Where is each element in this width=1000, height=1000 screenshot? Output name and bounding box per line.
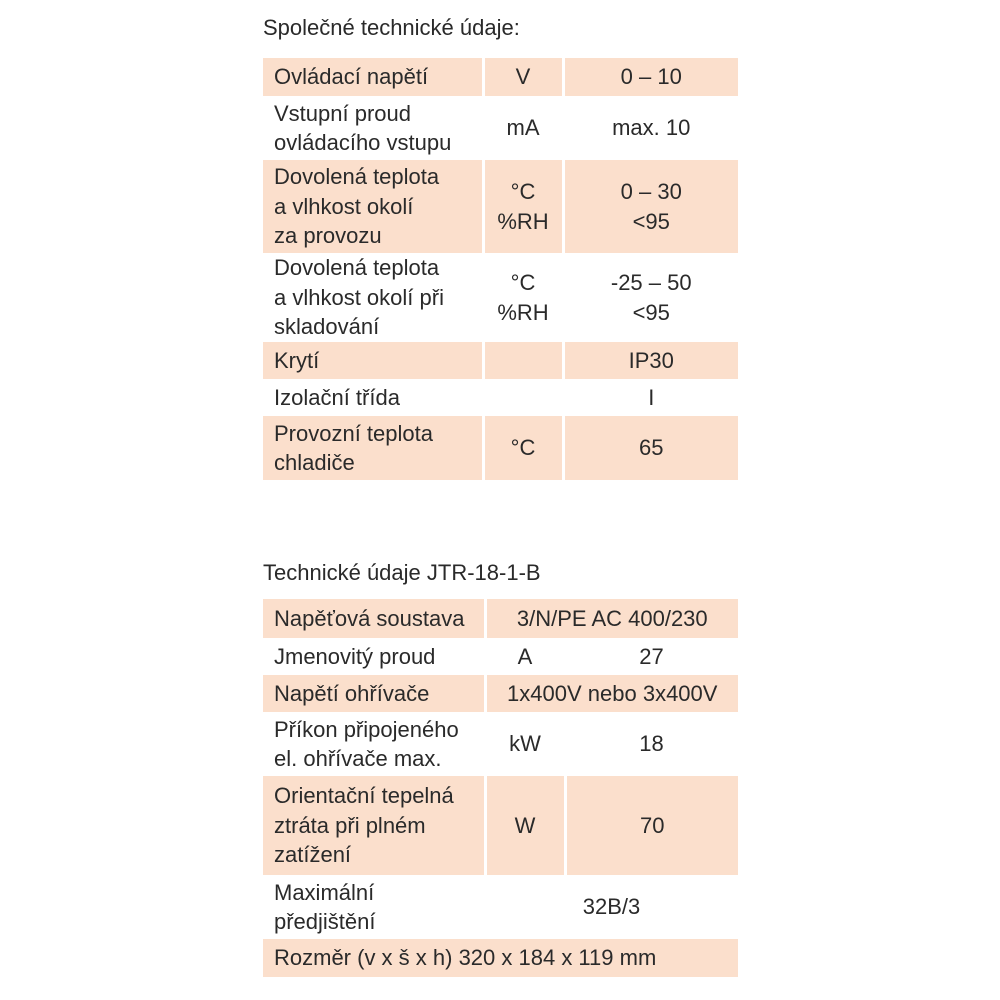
table-row [263, 875, 738, 939]
table-row [263, 253, 738, 342]
table-row [263, 58, 738, 96]
row-unit: W [485, 776, 565, 875]
row-label: Orientační tepelná ztráta při plném zatížení [263, 776, 485, 875]
row-label: Dovolená teplota a vlhkost okolí za provozu [263, 160, 483, 253]
row-value: I [648, 384, 655, 410]
row-unit: A [517, 643, 533, 669]
table-row [263, 776, 738, 875]
table-row [263, 675, 738, 712]
table-row [263, 939, 738, 977]
row-unit: °C [483, 416, 563, 480]
row-unit: °C %RH [483, 253, 563, 342]
row-label: Napětí ohřívače [263, 675, 485, 712]
row-value: 0 – 30 <95 [563, 160, 738, 253]
table-row [263, 342, 738, 379]
row-unit: mA [483, 96, 563, 160]
row-value: -25 – 50 <95 [610, 270, 692, 325]
row-value: 27 [639, 643, 664, 669]
row-value: max. 10 [612, 115, 691, 141]
section-title-common: Společné technické údaje: [263, 15, 520, 40]
table-row [263, 416, 738, 480]
row-value: 32B/3 [582, 894, 641, 920]
row-value: 1x400V nebo 3x400V [485, 675, 738, 712]
row-label: Ovládací napětí [263, 58, 483, 96]
row-dimensions: Rozměr (v x š x h) 320 x 184 x 119 mm [263, 939, 738, 977]
table-row [263, 638, 738, 675]
row-label: Provozní teplota chladiče [263, 416, 483, 480]
table-row [263, 599, 738, 638]
row-value: 65 [563, 416, 738, 480]
table-row [263, 379, 738, 416]
row-value: 18 [639, 731, 664, 757]
row-value: 3/N/PE AC 400/230 [485, 599, 738, 638]
table-row [263, 160, 738, 253]
row-label: Vstupní proud ovládacího vstupu [274, 100, 452, 155]
row-unit: kW [509, 731, 541, 757]
jtr-specs-table [263, 599, 738, 977]
row-value: IP30 [563, 342, 738, 379]
row-label: Jmenovitý proud [274, 643, 436, 669]
row-label: Izolační třída [274, 384, 400, 410]
table-row [263, 96, 738, 160]
common-specs-table [263, 58, 738, 480]
row-label: Příkon připojeného el. ohřívače max. [274, 716, 459, 771]
row-unit: V [483, 58, 563, 96]
row-unit [483, 379, 563, 416]
section-title-jtr: Technické údaje JTR-18-1-B [263, 560, 541, 585]
table-row [263, 712, 738, 776]
row-label: Napěťová soustava [263, 599, 485, 638]
row-value: 70 [565, 776, 738, 875]
row-value: 0 – 10 [563, 58, 738, 96]
row-label: Dovolená teplota a vlhkost okolí při skladování [274, 255, 444, 340]
row-unit: °C %RH [483, 160, 563, 253]
row-label: Maximální předjištění [274, 879, 376, 934]
row-unit [483, 342, 563, 379]
row-label: Krytí [263, 342, 483, 379]
